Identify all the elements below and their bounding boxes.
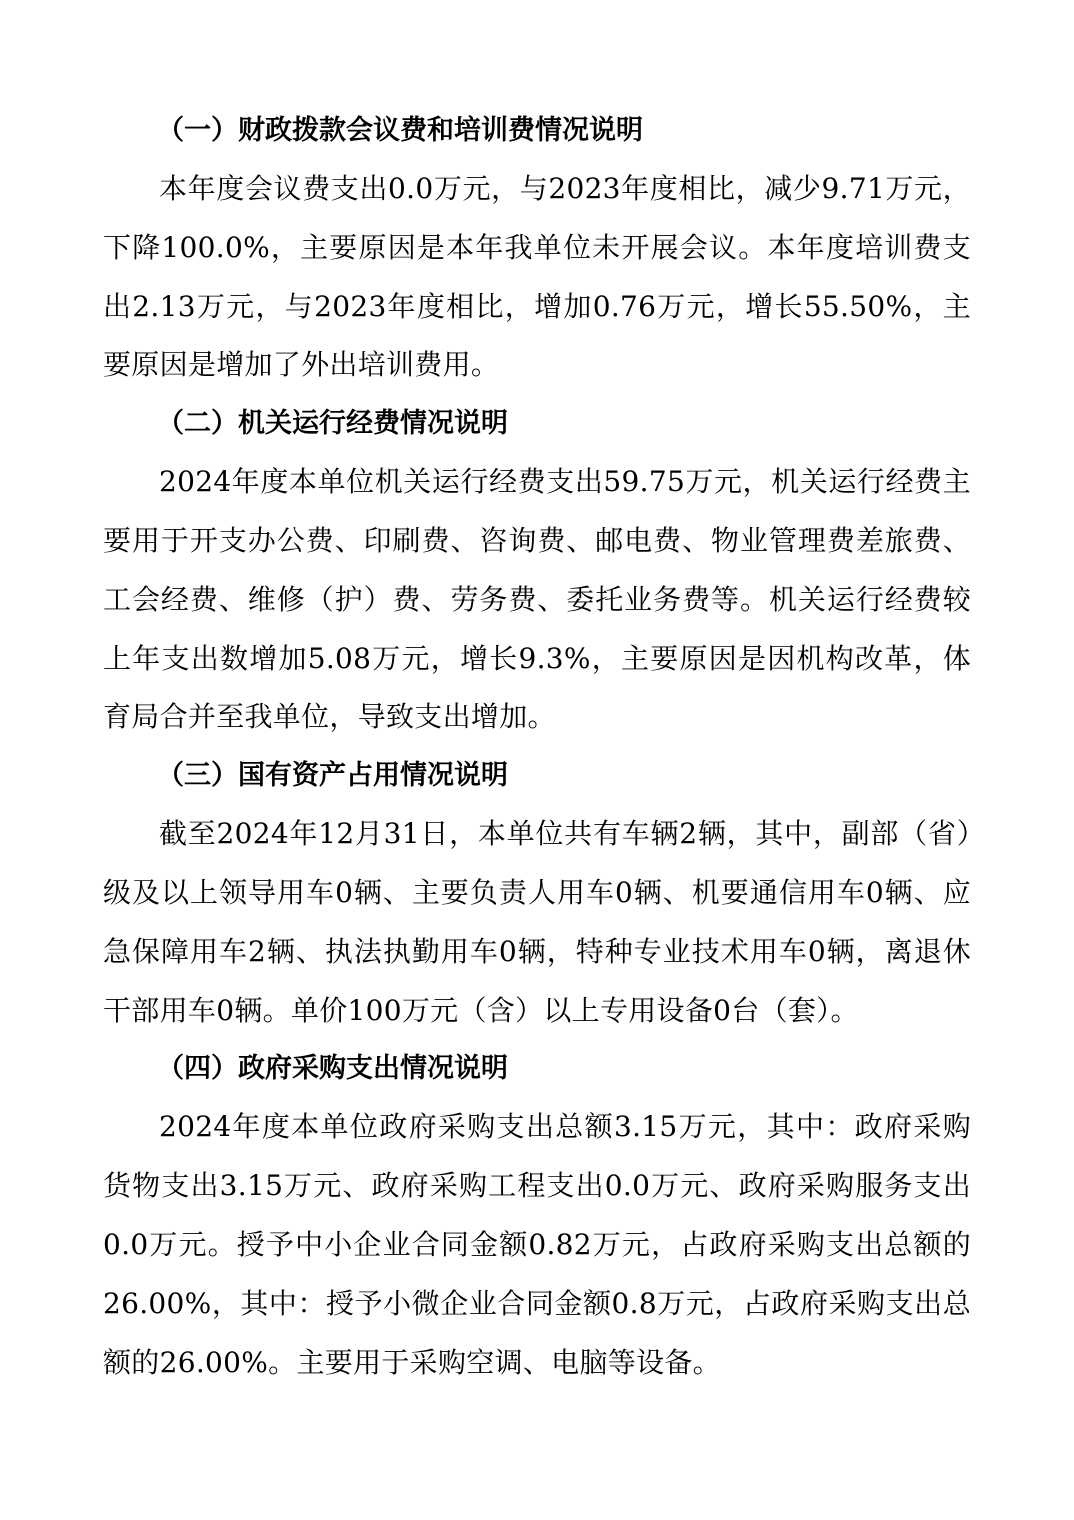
document-page [103, 102, 971, 1392]
section-4-body: 2024年度本单位政府采购支出总额3.15万元，其中：政府采购货物支出3.15万元、政府采购工程支出0.0万元、政府采购服务支出0.0万元。授予中小企业合同金额0.82万元，占政府采购支出总额的26.00%，其中：授予小微企业合同金额0.8万元，占政府采购支出总额的26.00%。主要用于采购空调、电脑等设备。 [103, 1110, 971, 1379]
section-3-heading: （三）国有资产占用情况说明 [157, 760, 508, 792]
section-1-heading: （一）财政拨款会议费和培训费情况说明 [157, 115, 643, 146]
section-2-heading: （二）机关运行经费情况说明 [157, 408, 508, 440]
section-1-body: 本年度会议费支出0.0万元，与2023年度相比，减少9.71万元，下降100.0%，主要原因是本年我单位未开展会议。本年度培训费支出2.13万元，与2023年度相比，增加0.76万元，增长55.50%，主要原因是增加了外出培训费用。 [103, 172, 971, 382]
section-2-body: 2024年度本单位机关运行经费支出59.75万元，机关运行经费主要用于开支办公费、印刷费、咨询费、邮电费、物业管理费差旅费、工会经费、维修（护）费、劳务费、委托业务费等。机关运行经费较上年支出数增加5.08万元，增长9.3%，主要原因是因机构改革，体育局合并至我单位，导致支出增加。 [103, 465, 971, 734]
section-3-body: 截至2024年12月31日，本单位共有车辆2辆，其中，副部（省）级及以上领导用车0辆、主要负责人用车0辆、机要通信用车0辆、应急保障用车2辆、执法执勤用车0辆，特种专业技术用车0辆，离退休干部用车0辆。单价100万元（含）以上专用设备0台（套）。 [103, 817, 971, 1027]
section-4-heading: （四）政府采购支出情况说明 [157, 1053, 508, 1085]
